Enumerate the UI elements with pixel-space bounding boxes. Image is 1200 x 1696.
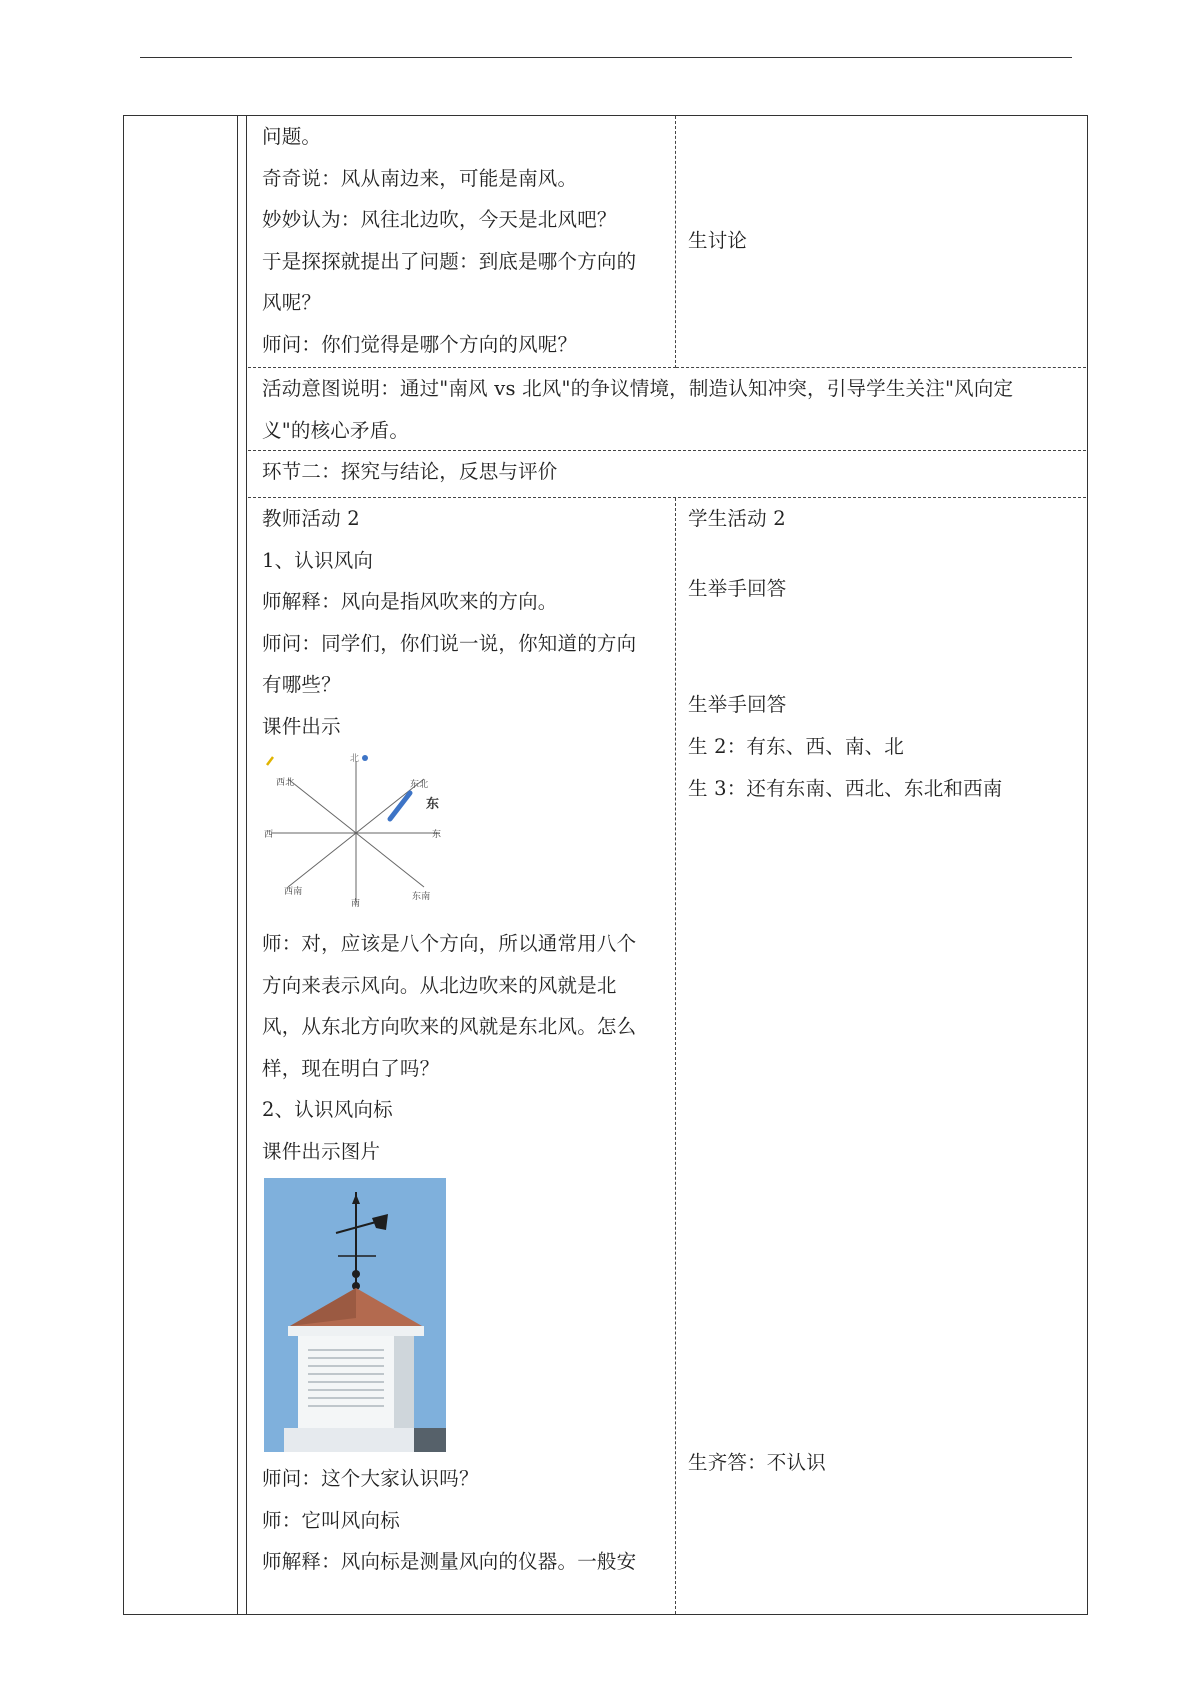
teacher-text-line: 师解释：风向标是测量风向的仪器。一般安 [262, 1550, 637, 1573]
student-activity-cell [676, 498, 1086, 1614]
compass-label-east: 东 [432, 830, 442, 840]
teacher-text-line: 1、认识风向 [262, 548, 374, 572]
teacher-text-line: 2、认识风向标 [262, 1098, 393, 1121]
compass-label-southeast: 东南 [412, 892, 431, 902]
compass-label-south: 南 [351, 899, 361, 909]
intro-teacher-cell [248, 116, 676, 368]
student-discussion: 生讨论 [688, 229, 748, 252]
teacher-lines-part1 [262, 540, 665, 748]
yellow-mark-icon [267, 757, 273, 765]
compass-label-northwest: 西北 [276, 778, 295, 788]
wind-arrow-icon [390, 793, 410, 819]
student-answer-2: 生举手回答 [688, 693, 787, 716]
compass-label-west: 西 [264, 830, 274, 840]
compass-label-southwest: 西南 [284, 887, 303, 897]
teacher-text-line: 师：对，应该是八个方向，所以通常用八个 [262, 932, 637, 955]
intro-text-line: 妙妙认为：风往北边吹，今天是北风吧？ [262, 208, 617, 231]
compass-label-northeast: 东北 [410, 780, 429, 790]
teacher-text-line: 师解释：风向是指风吹来的方向。 [262, 590, 558, 613]
intro-text-line: 师问：你们觉得是哪个方向的风呢？ [262, 332, 578, 356]
intro-text-line: 奇奇说：风从南边来，可能是南风。 [262, 166, 578, 190]
student-activity-header: 学生活动 2 [688, 507, 786, 530]
compass-label-north: 北 [350, 754, 360, 764]
student-answer-5: 生齐答：不认识 [688, 1451, 826, 1474]
teacher-activity-header: 教师活动 2 [262, 507, 360, 530]
weather-vane-photo [264, 1178, 446, 1452]
activity-intent-line2: 义"的核心矛盾。 [262, 418, 410, 442]
header-rule [140, 57, 1072, 58]
teacher-text-line: 师问：这个大家认识吗？ [262, 1467, 479, 1490]
intro-lines [262, 116, 665, 365]
intro-text-line: 风呢？ [262, 291, 322, 314]
teacher-text-line: 师：它叫风向标 [262, 1508, 400, 1532]
student-answer-1: 生举手回答 [688, 577, 787, 600]
compass-diagram [264, 753, 454, 915]
teacher-text-line: 课件出示图片 [262, 1139, 381, 1163]
activity-intent-line1: 活动意图说明：通过"南风 vs 北风"的争议情境，制造认知冲突，引导学生关注"风向定 [262, 377, 1014, 400]
section-title-cell [248, 451, 1086, 498]
teacher-text-line: 风，从东北方向吹来的风就是东北风。怎么 [262, 1015, 637, 1038]
student-answer-3: 生 2：有东、西、南、北 [688, 735, 905, 758]
column-divider-inner [246, 116, 247, 1614]
teacher-text-line: 课件出示 [262, 714, 341, 738]
compass-label-east-bold: 东 [426, 797, 440, 812]
teacher-text-line: 有哪些？ [262, 673, 341, 696]
teacher-lines-part3 [262, 1458, 665, 1583]
student-answer-4: 生 3：还有东南、西北、东北和西南 [688, 777, 1003, 800]
lesson-table [123, 115, 1088, 1615]
activity-intent-cell [248, 368, 1086, 451]
teacher-text-line: 样，现在明白了吗？ [262, 1056, 440, 1080]
teacher-activity-cell [248, 498, 676, 1614]
north-dot-icon [362, 755, 368, 761]
teacher-lines-part2 [262, 923, 665, 1172]
teacher-text-line: 方向来表示风向。从北边吹来的风就是北 [262, 973, 617, 997]
intro-text-line: 问题。 [262, 125, 322, 148]
teacher-text-line: 师问：同学们，你们说一说，你知道的方向 [262, 631, 637, 655]
intro-student-cell [676, 116, 1086, 368]
section-title: 环节二：探究与结论，反思与评价 [262, 460, 558, 483]
column-divider-left [237, 116, 238, 1614]
intro-text-line: 于是探探就提出了问题：到底是哪个方向的 [262, 249, 637, 273]
